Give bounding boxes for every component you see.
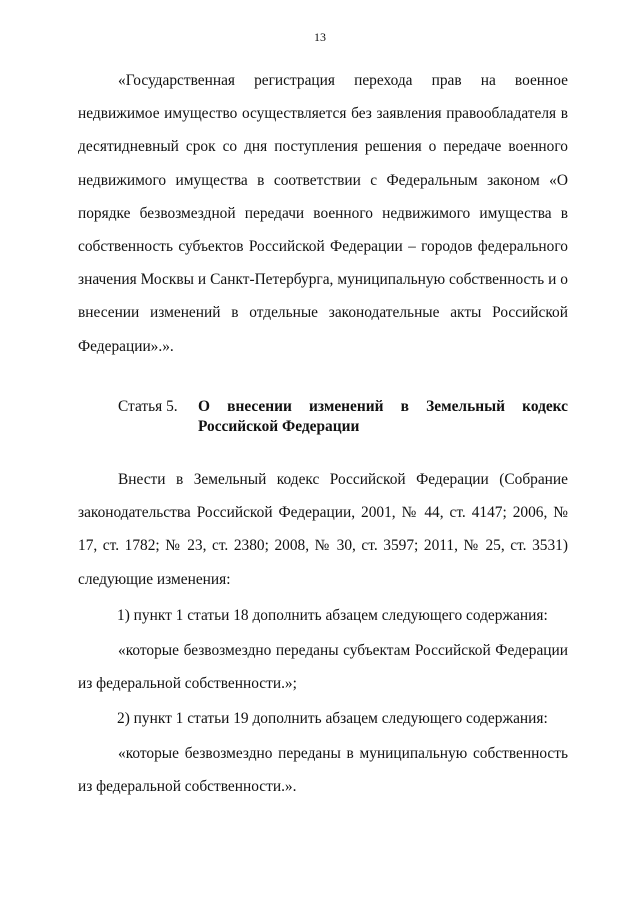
- article-title-line-1: О внесении изменений в Земельный кодекс: [198, 398, 568, 415]
- paragraph-amendment-quote: «Государственная регистрация перехода прав на военное недвижимое имущество осуществляется без заявления правообладателя в десятидневный срок со дня поступления решения о передаче военного недвижимого имущества в соответствии с Федеральным законом «О порядке безвозмездной передачи военного недвижимого имущества в собственность субъектов Российской Федерации – городов федерального значения Москвы и Санкт-Петербурга, муниципальную собственность и о внесении изменений в отдельные законодательные акты Российской Федерации».».: [78, 72, 568, 355]
- list-item-1: 1) пункт 1 статьи 18 дополнить абзацем следующего содержания:: [117, 607, 548, 624]
- list-item-2-text: «которые безвозмездно переданы в муниципальную собственность из федеральной собственности.».: [78, 745, 568, 796]
- article-title: [198, 397, 568, 437]
- article-number: Статья 5.: [118, 398, 178, 415]
- list-item-2: 2) пункт 1 статьи 19 дополнить абзацем следующего содержания:: [117, 710, 548, 727]
- list-item-1-text: «которые безвозмездно переданы субъектам Российской Федерации из федеральной собственности.»;: [78, 642, 568, 693]
- page-number: 13: [314, 30, 326, 44]
- article-title-line-2: Российской Федерации: [198, 418, 360, 435]
- paragraph-introduction: Внести в Земельный кодекс Российской Федерации (Собрание законодательства Российской Федерации, 2001, № 44, ст. 4147; 2006, № 17, ст. 1782; № 23, ст. 2380; 2008, № 30, ст. 3597; 2011, № 25, ст. 3531) следующие изменения:: [78, 471, 568, 588]
